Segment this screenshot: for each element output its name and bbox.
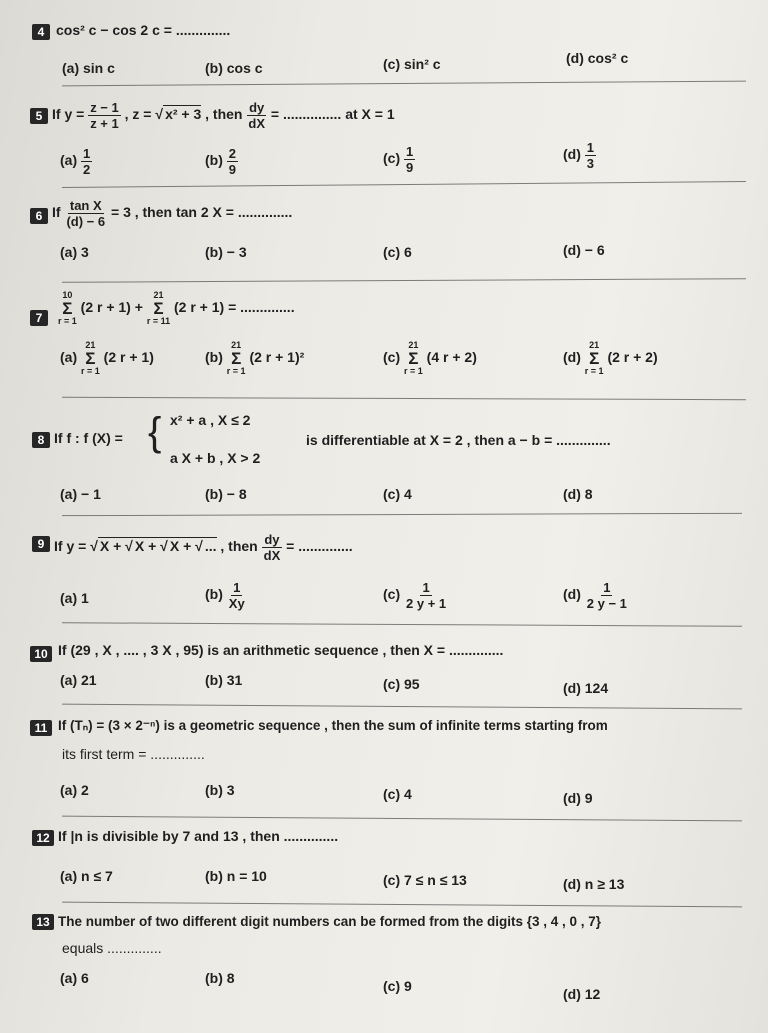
option-a[interactable]: (a) 21 Σ r = 1 (2 r + 1) xyxy=(60,340,154,376)
option-b[interactable]: (b) 8 xyxy=(205,970,235,986)
option-a[interactable]: (a) − 1 xyxy=(60,486,101,502)
piecewise-case-2: a X + b , X > 2 xyxy=(170,450,261,466)
separator-line xyxy=(62,902,742,908)
option-b[interactable]: (b) 21 Σ r = 1 (2 r + 1)² xyxy=(205,340,305,376)
option-c[interactable]: (c) 7 ≤ n ≤ 13 xyxy=(383,872,467,888)
option-c[interactable]: (c) 4 xyxy=(383,486,412,502)
option-c[interactable]: (c) sin² c xyxy=(383,56,441,72)
question-number-badge: 9 xyxy=(32,536,50,552)
question-stem: If y = $\frac{z - 1}{z + 1}$ , z = √ x² + 3 , then $\frac{dy}{dX}$ = ............... at X = 1 xyxy=(52,100,395,131)
option-d[interactable]: (d) 124 xyxy=(563,680,609,696)
option-a[interactable]: (a) 6 xyxy=(60,970,89,986)
option-a[interactable]: (a) $\frac{1}{2}$ xyxy=(60,146,91,177)
separator-line xyxy=(62,397,746,400)
question-stem: If |n is divisible by 7 and 13 , then .............. xyxy=(58,828,339,844)
question-stem: The number of two different digit numbers can be formed from the digits {3 , 4 , 0 , 7} xyxy=(58,914,602,929)
option-c[interactable]: (c) 95 xyxy=(383,676,420,692)
option-d[interactable]: (d) 21 Σ r = 1 (2 r + 2) xyxy=(563,340,658,376)
option-d[interactable]: (d) 12 xyxy=(563,986,601,1002)
option-c[interactable]: (c) 4 xyxy=(383,786,412,802)
option-a[interactable]: (a) sin c xyxy=(62,60,115,76)
option-b[interactable]: (b) 3 xyxy=(205,782,235,798)
question-stem: 10 Σ r = 1 (2 r + 1) + 21 Σ r = 11 (2 r + 1) = .............. xyxy=(58,290,295,326)
option-a[interactable]: (a) 21 xyxy=(60,672,97,688)
question-number-badge: 8 xyxy=(32,432,50,448)
option-b[interactable]: (b) $\frac{2}{9}$ xyxy=(205,146,237,177)
question-number-badge: 6 xyxy=(30,208,48,224)
option-a[interactable]: (a) 3 xyxy=(60,244,89,260)
question-stem: If y = √ X + √ X + √ X + √ ... , then $\frac{dy}{dX}$ = .............. xyxy=(54,532,353,563)
separator-line xyxy=(62,622,742,627)
question-stem-line-2: its first term = .............. xyxy=(62,746,205,762)
option-d[interactable]: (d) cos² c xyxy=(566,50,629,66)
question-number-badge: 5 xyxy=(30,108,48,124)
option-b[interactable]: (b) n = 10 xyxy=(205,868,267,884)
option-b[interactable]: (b) − 3 xyxy=(205,244,247,260)
option-d[interactable]: (d) n ≥ 13 xyxy=(563,876,625,892)
option-d[interactable]: (d) $\frac{1}{2 y - 1}$ xyxy=(563,580,627,611)
option-d[interactable]: (d) $\frac{1}{3}$ xyxy=(563,140,595,171)
option-b[interactable]: (b) cos c xyxy=(205,60,263,76)
question-number-badge: 10 xyxy=(30,646,52,662)
question-stem: If (Tₙ) = (3 × 2⁻ⁿ) is a geometric sequence , then the sum of infinite terms starting from xyxy=(58,718,608,733)
question-stem: cos² c − cos 2 c = .............. xyxy=(56,22,231,38)
question-number-badge: 13 xyxy=(32,914,54,930)
question-stem-lead: If f : f (X) = xyxy=(54,430,123,446)
option-b[interactable]: (b) 31 xyxy=(205,672,243,688)
option-c[interactable]: (c) $\frac{1}{2 y + 1}$ xyxy=(383,580,447,611)
option-a[interactable]: (a) n ≤ 7 xyxy=(60,868,113,884)
option-c[interactable]: (c) 9 xyxy=(383,978,412,994)
separator-line xyxy=(62,81,746,87)
separator-line xyxy=(62,278,746,283)
question-stem-line-2: equals .............. xyxy=(62,940,162,956)
option-d[interactable]: (d) − 6 xyxy=(563,242,605,258)
option-d[interactable]: (d) 9 xyxy=(563,790,593,806)
question-number-badge: 11 xyxy=(30,720,52,736)
question-stem: If (29 , X , .... , 3 X , 95) is an arithmetic sequence , then X = .............. xyxy=(58,642,504,658)
question-stem: If $\frac{\text{tan X}}{(d) - 6}$ = 3 , then tan 2 X = .............. xyxy=(52,198,293,229)
separator-line xyxy=(62,513,742,516)
option-c[interactable]: (c) $\frac{1}{9}$ xyxy=(383,144,414,175)
question-stem-tail: is differentiable at X = 2 , then a − b = .............. xyxy=(306,432,611,448)
option-c[interactable]: (c) 6 xyxy=(383,244,412,260)
piecewise-brace: { xyxy=(148,410,162,454)
question-number-badge: 4 xyxy=(32,24,50,40)
option-b[interactable]: (b) $\frac{1}{Xy}$ xyxy=(205,580,245,611)
option-b[interactable]: (b) − 8 xyxy=(205,486,247,502)
option-d[interactable]: (d) 8 xyxy=(563,486,593,502)
separator-line xyxy=(62,181,746,188)
piecewise-case-1: x² + a , X ≤ 2 xyxy=(170,412,251,428)
question-number-badge: 12 xyxy=(32,830,54,846)
option-a[interactable]: (a) 2 xyxy=(60,782,89,798)
question-number-badge: 7 xyxy=(30,310,48,326)
separator-line xyxy=(62,816,742,822)
option-c[interactable]: (c) 21 Σ r = 1 (4 r + 2) xyxy=(383,340,477,376)
option-a[interactable]: (a) 1 xyxy=(60,590,89,606)
separator-line xyxy=(62,704,742,710)
